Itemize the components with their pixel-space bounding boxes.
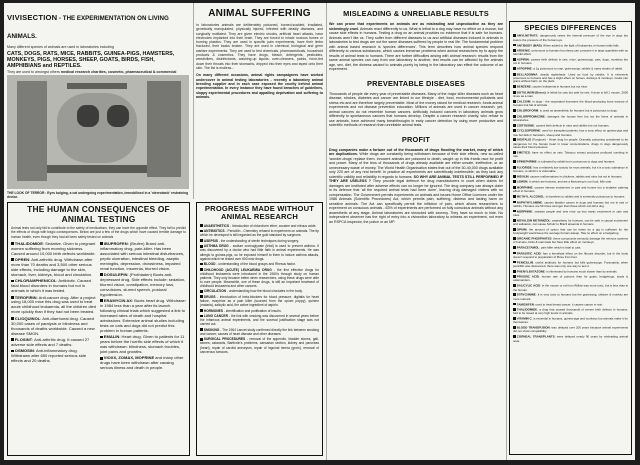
misleading-text [329,22,503,72]
list-item-name: NORPHINE [516,209,533,214]
square-bullet-icon [11,258,14,261]
vivisection-uses-intro: They are used to amongst others [7,70,60,75]
list-item-text: : When added to the fight of leukaemia, in human trials fails. [541,43,620,48]
square-bullet-icon [11,317,14,320]
consequences-right-list [100,242,186,373]
list-item-text: : causes intense excitement in cats and horses but a sedative calming effect in humans. [513,185,628,194]
square-bullet-icon [200,315,203,318]
list-item-text: - Penicillin - Chemistry refused to experiment on animals. The tip which he developed is still regarded as the gold standard by surgeons. [200,229,319,238]
square-bullet-icon [513,67,516,70]
list-item-name: TEROFIRIN [14,294,37,300]
list-item-name: BENZENE [516,85,531,90]
list-item-text: - sodium cromoglycate (Intal) is used to prevent asthma. It was discovered by a doctor who had little faith in animal experiments. He was allergic to guinea-pigs, so he exposed himself to them to induce asthma attacks, against which he tested over 600 new drugs. [200,244,319,261]
list-item [11,338,97,348]
list-item-text: : causes bladder cancer in dogs and humans but not in rats or rabbits. Humans are 50 times stronger than those which can kill a dog. [513,200,628,208]
column-vivisection [7,3,190,199]
list-item [200,244,319,260]
list-item [513,317,628,325]
list-item [11,349,97,364]
list-item [100,273,186,298]
consequences-grid [11,242,186,373]
list-item [513,138,628,149]
list-item-name: OSMOSIN [14,348,34,354]
list-item [200,314,319,326]
consequences-intro: Animal tests not only fail to contribute to the safety of medications, they can have the opposite effect. They fail to predict the effects of drugs with tragic consequences. Below are just a few of the drugs which have caused terrible damage to human health, even though they had all been safely tested on animals [11,226,186,239]
square-bullet-icon [513,270,516,273]
list-item-text: : (Prothiaden) Boots anti-depressant drug. Side effects include: sedation, blurred vision, constipation, memory loss, convulsions, slurred speech, postural hypotension. [100,271,186,297]
list-item-text: : have no effect on rats. Tobacco extract produces profound vomiting in rats. [513,150,628,159]
misleading-lead: We can prove that experiments on animals are as misleading and unproductive as they are sickeningly cruel. [329,22,503,31]
preventable-title: PREVENTABLE DISEASES [367,78,465,88]
list-item-name: ANTIBIOTICS [203,229,225,234]
leaflet-sheet [4,3,635,460]
list-item [11,258,97,278]
list-item-text: : causes birth defects in rats, mice, guinea-pigs, cats, dogs, monkeys but not in humans. [513,57,628,66]
list-item-name: VITAMIN C [516,316,532,321]
list-item-name: NOVALGIN METAMIZOL [516,218,551,223]
list-item [513,129,628,137]
list-item-text: : anaesthetic for humans, can be safe in causal excitement and salivation, can cause Schulz to Brazil anaemia in humans. [513,218,628,226]
list-item-name: THALIDOMIDE [516,307,538,312]
list-item-name: EPINEPHRINE [516,159,537,164]
list-item-text: : in the mouse or rat from Willow was more toxic, but is less than in the human. [513,284,628,292]
vivisection-heading [7,7,190,43]
list-item [513,303,628,307]
list-item [513,261,628,269]
list-item-name: PARASITIC ACID [516,251,541,256]
divider [506,3,507,460]
square-bullet-icon [200,309,203,312]
list-item-name: VIOXX, ZOMAX, MOPRINE [103,355,155,361]
list-item-text: : is harmless to rabbits and is extremely poisonous to humans. [544,194,626,199]
square-bullet-icon [513,195,516,198]
list-item [513,308,628,316]
list-item-text: : causes birth defects in mice and rabbits but not humans. [534,123,610,128]
list-item-name: THALIDOMIDE [14,240,43,246]
square-bullet-icon [200,328,203,331]
list-item-text: : has a beneficial effect on the fibrosis disorder, but in the body doesn't respond to preparation of fibres from liver. [513,251,628,259]
list-item-name: CLIOQUINOL [14,315,41,321]
list-item-name: CYCLOSPORINE [516,128,541,133]
list-item-text: : these compounds seriously damage the nervous systems of humans, birds & mammals but have little effect on monkeys. [513,236,628,245]
list-item-text: : in dogs - the vaccinated increases the blood-producing bone marrow of humans but fail of animals. [513,99,628,108]
list-item-text: - understanding how the blood circulates in the body. [225,289,303,294]
list-item-text: : (Brufen) Brand anti-inflammatory drug, pain-killer. Has been associated with serious intestinal disturbances, peptic ulceration, intestinal bleeding, aseptic meningitis, depression, drowsiness, impaired renal function, insomnia, blurred vision. [100,240,185,271]
list-item [513,34,628,42]
list-item-name: CHLORPROMAZINE [516,114,545,119]
list-item-text: : pain killer which is fatal to cats. [539,245,582,250]
list-item-text: : the amount of opium that can be eaten by a pig is sufficient for the bodyweight would keep the average human asleep. Has no effect on a hedgehog. [513,227,628,235]
list-item-name: AMYLNITRATE [516,34,538,39]
list-item [513,67,628,71]
list-item-name: OPREN [14,257,30,263]
list-item-text: - the understanding of sterile techniques during surgery. [217,238,299,243]
list-item [513,237,628,245]
list-item [200,328,319,336]
profit-body: While drugs are constantly being withdrawn because of their side effects, new so-called 'wonder-drugs' replace them. Innocent animals are poisoned to death, caught up in this frantic race for profit and power. Many of the tens of thousands of drugs already available are either unsafe, ineffective, or an unnecessary waste of money. The World Health Organisation states that out of the 30-40,000 drugs available only 220 are of any real benefit. In practice all experiments are scientifically indefensible, as they lack any scientific validity and reliability in regards to humans. [329,152,503,179]
consequences-title: THE HUMAN CONSEQUENCES OF ANIMAL TESTING [27,204,170,224]
list-item [513,284,628,292]
suffering-bold: On many different occasions, animal rights campaigners have worked undercover in animal testing laboratories - recently a laboratory animal breeding supplier and in each case exposed the cruelty behind animal experimentation. In every instance they have found breaches of guidelines, sloppy experimental procedures and appalling deprivation and suffering to animals. [196,73,323,100]
list-item-name: STRYCHNINE [516,293,536,298]
divider [193,3,194,199]
square-bullet-icon [513,124,516,127]
list-item-name: NAPHTHYLAMINE [516,200,543,205]
list-item [513,115,628,123]
list-item-name: MORPHINE [516,185,533,190]
list-item [11,242,97,257]
list-item [513,335,628,343]
vivisection-intro-block [7,45,190,50]
list-item-text: : Boots heart drug. Withdrawn in 1984 less than a year after its launch following clinical trials which suggested a link to increased rates of death and hospital admissions. Extensive animal studies including tests on cats and dogs did not predict this problem in human patients. [100,298,186,333]
list-item-name: CHLOROFORM [516,108,539,113]
list-item-text: : Antibiotic. Caused fatal blood disorders in humans but not in animals in which it was tested. [11,278,92,294]
list-item [11,296,97,316]
list-item-name: BOTULINUM (Botox) [516,90,546,95]
list-item-name: DIGITALIS [516,138,532,143]
square-bullet-icon [513,44,516,47]
cat-restraint-photo [7,75,189,189]
square-bullet-icon [513,303,516,306]
list-item-name: LEMON [516,179,528,184]
list-item-text: : a drug that caused thousands of severe birth defects in humans, had to be dosed at very high levels in animals. [513,307,628,316]
list-item [11,317,97,337]
list-item-text: : is tolerated by rabbit but is poisonous to dogs and humans. [536,159,616,164]
list-item-name: HORMONES [203,308,223,313]
list-item-text: : dangerously raises the internal pressure of the eye in dogs but lowers the pressure of the human eye. [513,34,628,42]
list-item [513,85,628,89]
list-item [513,91,628,99]
preventable-body: Thousands of people die every year of preventable diseases. Many of the major killer diseases such as heart disease, strokes, diabetes and cancer are linked to our lifestyle - diet, food, environmental pollutants and stress etc and are therefore largely preventable. Most of the money raised for medical research, funds animal experiments and not disease prevention education. Millions of animals are used in cancer research, yet, animal cancers do not resemble human cancers. Artificially induced cancers in laboratory animals grow differently to spontaneous cancers that humans develop. Despite a cancer research charity, who refuse to use animals, have achieved many breakthroughs in early cancer detection by using more productive and scientific methods of research than unreliable animal tests. [329,91,503,127]
list-item [200,262,319,266]
list-item-text: : Heart drug. Given to patients for 11 years before the horrific side effects of which it was withdrawn: blindness, stomach troubles, joint pains and growths. [100,334,185,354]
column-suffering [196,3,323,199]
list-item-name: CALCIUM [516,99,531,104]
list-item-text: : It is very toxic to humans but the guinea-pig, chicken & monkey are more tolerant. [513,293,628,301]
progress-list [200,224,319,354]
suffering-title: ANIMAL SUFFERING [208,8,311,19]
box-human-consequences [7,202,190,456]
list-item [200,224,319,228]
list-item [513,201,628,209]
square-bullet-icon [200,230,203,233]
list-item [513,326,628,334]
list-item-name: FLOSINT [14,336,33,342]
list-item-text: : human rate of poisons than for goats, hedgehogs, toads & salamanders. [513,274,628,283]
vivisection-uses-list: medical research charities, cosmetic, pharmaceutical & commercial [60,70,177,75]
suffering-body: In laboratories animals are deliberately poisoned, burned,scalded, irradiated, genetically manipulated, physically injured, infected with deadly diseases, and surgically mutilated. They are given electric shocks, artificial heart attacks, have electrodes implanted into their brain. They are forced to inhale noxious fumes or burning plastics. They are used in specific pain experiments, have their limbs fractured, their backs broken. They are used in chemical, biological and germ warfare experiments. They are used to test chemicals, pharmaceuticals, household products & cosmetics. They have drugs, bleach, detergents, pesticides, weedkillers, disinfectants, washing-up liquids, oven-cleaners, paints, force-fed down their throats into their stomachs, dripped into their eyes and taped onto their skin. The list is endless... [196,23,323,70]
list-item [513,160,628,164]
list-item-text: : damages the human liver but not the livers of animals in laboratories. [513,114,628,122]
list-item-text: : in which are humans, and are a flavouring in our food, kills cats. [527,179,612,184]
list-item-text: (Foxglove) - Heart drug for people. Dramatic poisoning considered to be dangerous for the human heart in lower concentrations, drugs in dogs dangerously raises their blood pressure. [513,138,628,150]
list-item [200,268,319,288]
list-item-name: SALICYLIC ACID [516,284,541,288]
list-item-text: : causes malformations in chickens, rabbits and mice but not in humans. [528,174,623,179]
list-item-text: - the first effective drugs for childhood leukaemia were introduced in the 1960's through study on human patients. They only became better when researchers, using these drugs were able to cure people. Meanwhile, one of these drugs, is still an important treatment of childhood leukaemia and other cancers. [200,267,319,288]
box-progress [196,202,323,456]
square-bullet-icon [100,357,103,360]
list-item-text: - understanding of the blood groups and Rhesus factor. [215,262,296,267]
species-title: SPECIES DIFFERENCES [524,23,617,32]
consequences-left-list [11,242,97,373]
list-item-name: CHILDHOOD (ACUTE) LEUKAEMIA DRUG [203,267,272,272]
list-item-name: BLOOD [203,262,216,267]
vivisection-species-list: CATS, DOGS, RATS, MICE, RABBITS, GUINEA-PIGS, HAMSTERS, MONKEYS, PIGS, HORSES, SHEEP, GOATS, BIRDS, FISH, AMPHIBIANS and REPTILES. [7,50,175,70]
list-item-text: : is essential in humans, guinea-pigs and monkeys but animals make it for themselves. [513,316,628,325]
divider [326,3,327,460]
list-item [200,295,319,307]
square-bullet-icon [200,295,203,298]
square-bullet-icon [200,338,203,341]
list-item-name: BELLADONNA [516,72,538,77]
list-item-text: - The 1964 Lancet study confirmed directly the link between smoking and cancer; causes of heart disease and other diseases. [200,327,319,336]
list-item-name: ASPIRIN [516,57,529,62]
list-item [513,228,628,236]
list-item [513,219,628,227]
square-bullet-icon [513,109,516,112]
square-bullet-icon [100,242,103,245]
list-item [200,229,319,237]
list-item-name: INSULIN [516,174,529,179]
list-item-text: : useful antibiotic for humans but kills guinea-pigs. Fortunately, when penicillin was discovered, there was only one way to test it. [513,260,628,268]
list-item [513,275,628,283]
square-bullet-icon [513,175,516,178]
list-item-text: : is used as anaesthetic for humans but is poisonous to dogs. [538,108,618,113]
list-item-text: : Sedative. Given to pregnant women suffering from morning sickness. Caused around 10,000 birth defects worldwide. [11,240,96,256]
square-bullet-icon [200,239,203,242]
list-item-name: CORTISONE [516,123,535,128]
list-item [513,246,628,250]
column-misleading [329,3,503,460]
list-item-name: CIRCULATION [203,289,226,294]
list-item [513,73,628,84]
list-item-text: and many other drugs have been withdrawn after causing serious illness and death in people. [100,355,184,371]
list-item-text: : poisonous to humans but sheep can consume it in large quantities with no harmful effect. [513,48,628,57]
list-item [513,58,628,66]
list-item [513,124,628,128]
profit-lead: Drug companies make a fortune out of the thousands of drugs flooding the market, many of which are duplications. [329,147,503,156]
list-item [513,186,628,194]
list-item [513,252,628,260]
list-item-name: LUNG CANCER [203,314,228,319]
square-bullet-icon [200,263,203,266]
list-item [100,299,186,334]
list-item-text: : has a relatively low toxicity for most animals, but it is a toxic substance in humans, to which it is vulnerable. [513,165,628,173]
list-item-name: ANTIBODY (MAB) [516,43,542,48]
list-item-text: : Anti-arthritic drug. Withdrawn after more than 70 deaths and 3,500 other serious side effects, including damage to the skin, stomach, liver, kidneys, blood and circulation. [11,257,93,277]
list-item-text: : used to treat breast cancer, it causes cancer in rats. [533,302,603,307]
list-item [100,335,186,355]
square-bullet-icon [11,338,14,341]
list-item [513,166,628,174]
profit-body-2: They provide legal defence for drug manufacturers in court when claims for damages are instituted after adverse effects can no longer be ignored. The drug company can always claim in its defence that 'all the required animal tests had been done', leaving drug damaged victims with no compensation. The Government permits experiments on animals and issues Home Office Licences under the 1986 Animals (Scientific Procedures) Act, which permits pain, suffering, distress and lasting harm on sensitive animals. The Act can specifically permit the infliction of pain, which allows researchers to experiment on conscious animals - 63% of experiments are performed on fully conscious animals without any anaesthetic at any stage. Animal laboratories are shrouded with secrecy. They have so much to hide. No independent observer has the right of entry into a vivisection laboratory to witness an experiment, not even an RSPCA inspector, the police or an MP. [329,179,503,224]
misleading-body: Animals react differently to us. What is lethal to a dog may have no effect on a mouse, but cause side effects in humans. Testing a drug on an animal provides no evidence that it is safe for humans. Animals aren't like us. They suffer from different diseases to us and artificial diseases induced in animals in laboratories to test drugs are not the same diseases suffered by people in real life. The fundamental problem with animal based research is 'species differences'. This term describes how animal species respond differently to various substances, which causes immense problems when animal researchers try to apply the results of animal tests to humans. There are further difficulties arising with animal research: results from the same animal species can vary from one laboratory to another, test results can be affected by the animals age, sex, diet, the distress caused to animals purely by being in the laboratory can effect the outcome of an experiment. [329,26,503,71]
list-item-text: : used for transplant patients, has a toxic effect on guinea-pigs and rats but fails in hamsters, sheep and humans. [513,128,628,137]
list-item-name: PENICILLIN [516,260,534,265]
list-item-name: CHLORAMPHENICOL [14,278,57,284]
list-item-text: : Anti-diarrhoeal drug. Caused 30,000 cases of paralysis or blindness and thousands of deaths worldwide. Caused a new disease SMON. [11,315,95,336]
square-bullet-icon [200,245,203,248]
list-item-text: : sedates people and sets mice up into manic excitement in cats and mice. [513,209,628,217]
square-bullet-icon [100,299,103,302]
list-item [513,270,628,274]
vivisection-subtitle: - THE EXPERIMENTATION ON LIVING ANIMALS. [7,15,169,40]
profit-text [329,148,503,225]
list-item [513,180,628,184]
list-item-text: - removal of the appendix, bladder stones, gall-stones; cataracts, Bartholin's problems, caesarian section, kidney and pancreas (heart), repair of carotid aneurysm, repair of inguinal hernia (groin), removal of cancerous tumours. [200,337,319,354]
vivisection-title: VIVISECTION [7,13,58,22]
square-bullet-icon [513,180,516,183]
list-item [513,151,628,159]
list-item-name: EMETICS [516,150,530,155]
square-bullet-icon [513,160,516,163]
list-item [200,309,319,313]
list-item-name: SMOKING [203,327,220,332]
list-item [513,210,628,218]
list-item [11,279,97,294]
list-item-text: - identification and purification of insulin. [222,308,282,313]
list-item-name: TAMOXIFEN [516,302,534,307]
species-list [513,34,628,343]
list-item [200,239,319,243]
list-item-name: DOSULEPIN [103,271,128,277]
profit-question: SO WHY ARE ANIMAL TESTS STILL PERFORMED IF THEY ARE USELESS ? [329,174,503,183]
list-item-name: ORGANIC PHOSPHATES [516,236,552,241]
list-item-text: - introduction of beta-blockers for blood pressure, digitalis for heart failure, morphine as a pain killer (sourced from the opium poppy), quinine (malaria), salicylic acid, the active ingredient of aspirin. [200,294,319,308]
list-item-text: - Introduction of chloroform ether, cocaine and nitrous oxide. [229,223,317,228]
list-item [513,44,628,48]
list-item-text: : were delayed nearly 90 years by misleading animal tests. [513,335,628,343]
list-item-name: IBUPROFEN [103,240,128,246]
list-item-text: : Anti-cancer drug. After a project using 18,000 mice this drug was used to treat acute childhood leukaemia, all the children died more quickly than if they had not been treated. [11,294,97,315]
list-item-text: : deadly nightshade. Used as food by rabbits. It is extremely poisonous to humans and has a slight effect on horses, donkeys & monkeys. Goats can graze without harm on the plant. [513,72,628,84]
square-bullet-icon [513,85,516,88]
list-item-text: : is eliminated by humans much slower than by animals. [544,269,618,274]
square-bullet-icon [11,280,14,283]
square-bullet-icon [513,246,516,249]
list-item-text: : a 1g poisonous to man, guinea-pigs, rabbits & many strains of rabbit. [531,66,623,71]
list-item-text: - the link with smoking was discovered in several years before the infamous animal experiments, and the survival justification stage was not carried out. [200,314,319,327]
list-item-name: PRUSSIC ACID [516,274,539,279]
list-item [513,49,628,57]
list-item-name: DRUGS [203,294,216,299]
list-item-name: PHENYLBUTAZONE [516,269,545,274]
square-bullet-icon [11,296,14,299]
list-item-name: ASTHMA DRUG [203,244,229,249]
list-item-name: FLUORIDE [516,165,532,170]
list-item-text: : Anti-inflammatory drug. Withdrawn after 650 reported serious side effects and 20 deaths. [11,348,87,364]
square-bullet-icon [200,224,203,227]
list-item-name: ARSENIC [516,48,531,53]
list-item-name: ASEPSIS [203,238,218,243]
list-item [513,175,628,179]
list-item-name: METHYL ALCOHOL [516,194,545,199]
list-item-name: SURGICAL PROCEDURES [203,337,246,342]
list-item-text: : is lethal for cats but safe for rats. A dose to kill 1 mouse, 2000 times as a man. [513,90,628,99]
square-bullet-icon [100,273,103,276]
vivisection-intro: Many different species of animals are used in laboratories including [7,45,115,49]
list-item-name: ANAESTHETICS [203,223,230,228]
square-bullet-icon [11,350,14,353]
profit-title: PROFIT [401,134,431,144]
list-item [513,100,628,108]
list-item-name: ATROPINE [516,66,532,71]
list-item [200,289,319,293]
list-item-name: ERAMYCIN AX [103,298,132,304]
list-item-text: : causes leukaemia in humans but not mice. [530,85,588,90]
list-item [513,109,628,113]
square-bullet-icon [200,268,203,271]
list-item [100,356,186,371]
photo-caption: THE LOOK OF TERROR : Eyes bulging, a cat undergoing experimentation, immobilised in a 'stereotaxic' restraining device. [7,191,189,199]
list-item [200,337,319,353]
column-species-differences [509,21,632,455]
square-bullet-icon [11,242,14,245]
square-bullet-icon [100,336,103,339]
list-item [513,293,628,301]
list-item-text: : Anti-arthritic drug. It caused 27 adverse side effects and 7 deaths. [11,336,90,347]
progress-title: PROGRESS MADE WITHOUT ANIMAL RESEARCH [204,204,315,222]
list-item-text: : was delayed over 200 years because animal experiments did not show compatibility. [513,325,629,334]
misleading-title: MISLEADING & UNRELIABLE RESULTS [343,9,489,18]
list-item-name: EMALIN [103,334,120,340]
list-item-name: CORNEAL TRANSPLANTS [516,335,555,340]
list-item-name: BLOOD TRANSFUSION [516,325,550,330]
square-bullet-icon [200,290,203,293]
list-item-name: OPIUM [516,227,527,232]
list-item-name: PARACETAMOL [516,245,540,250]
list-item [513,195,628,199]
list-item [100,242,186,272]
